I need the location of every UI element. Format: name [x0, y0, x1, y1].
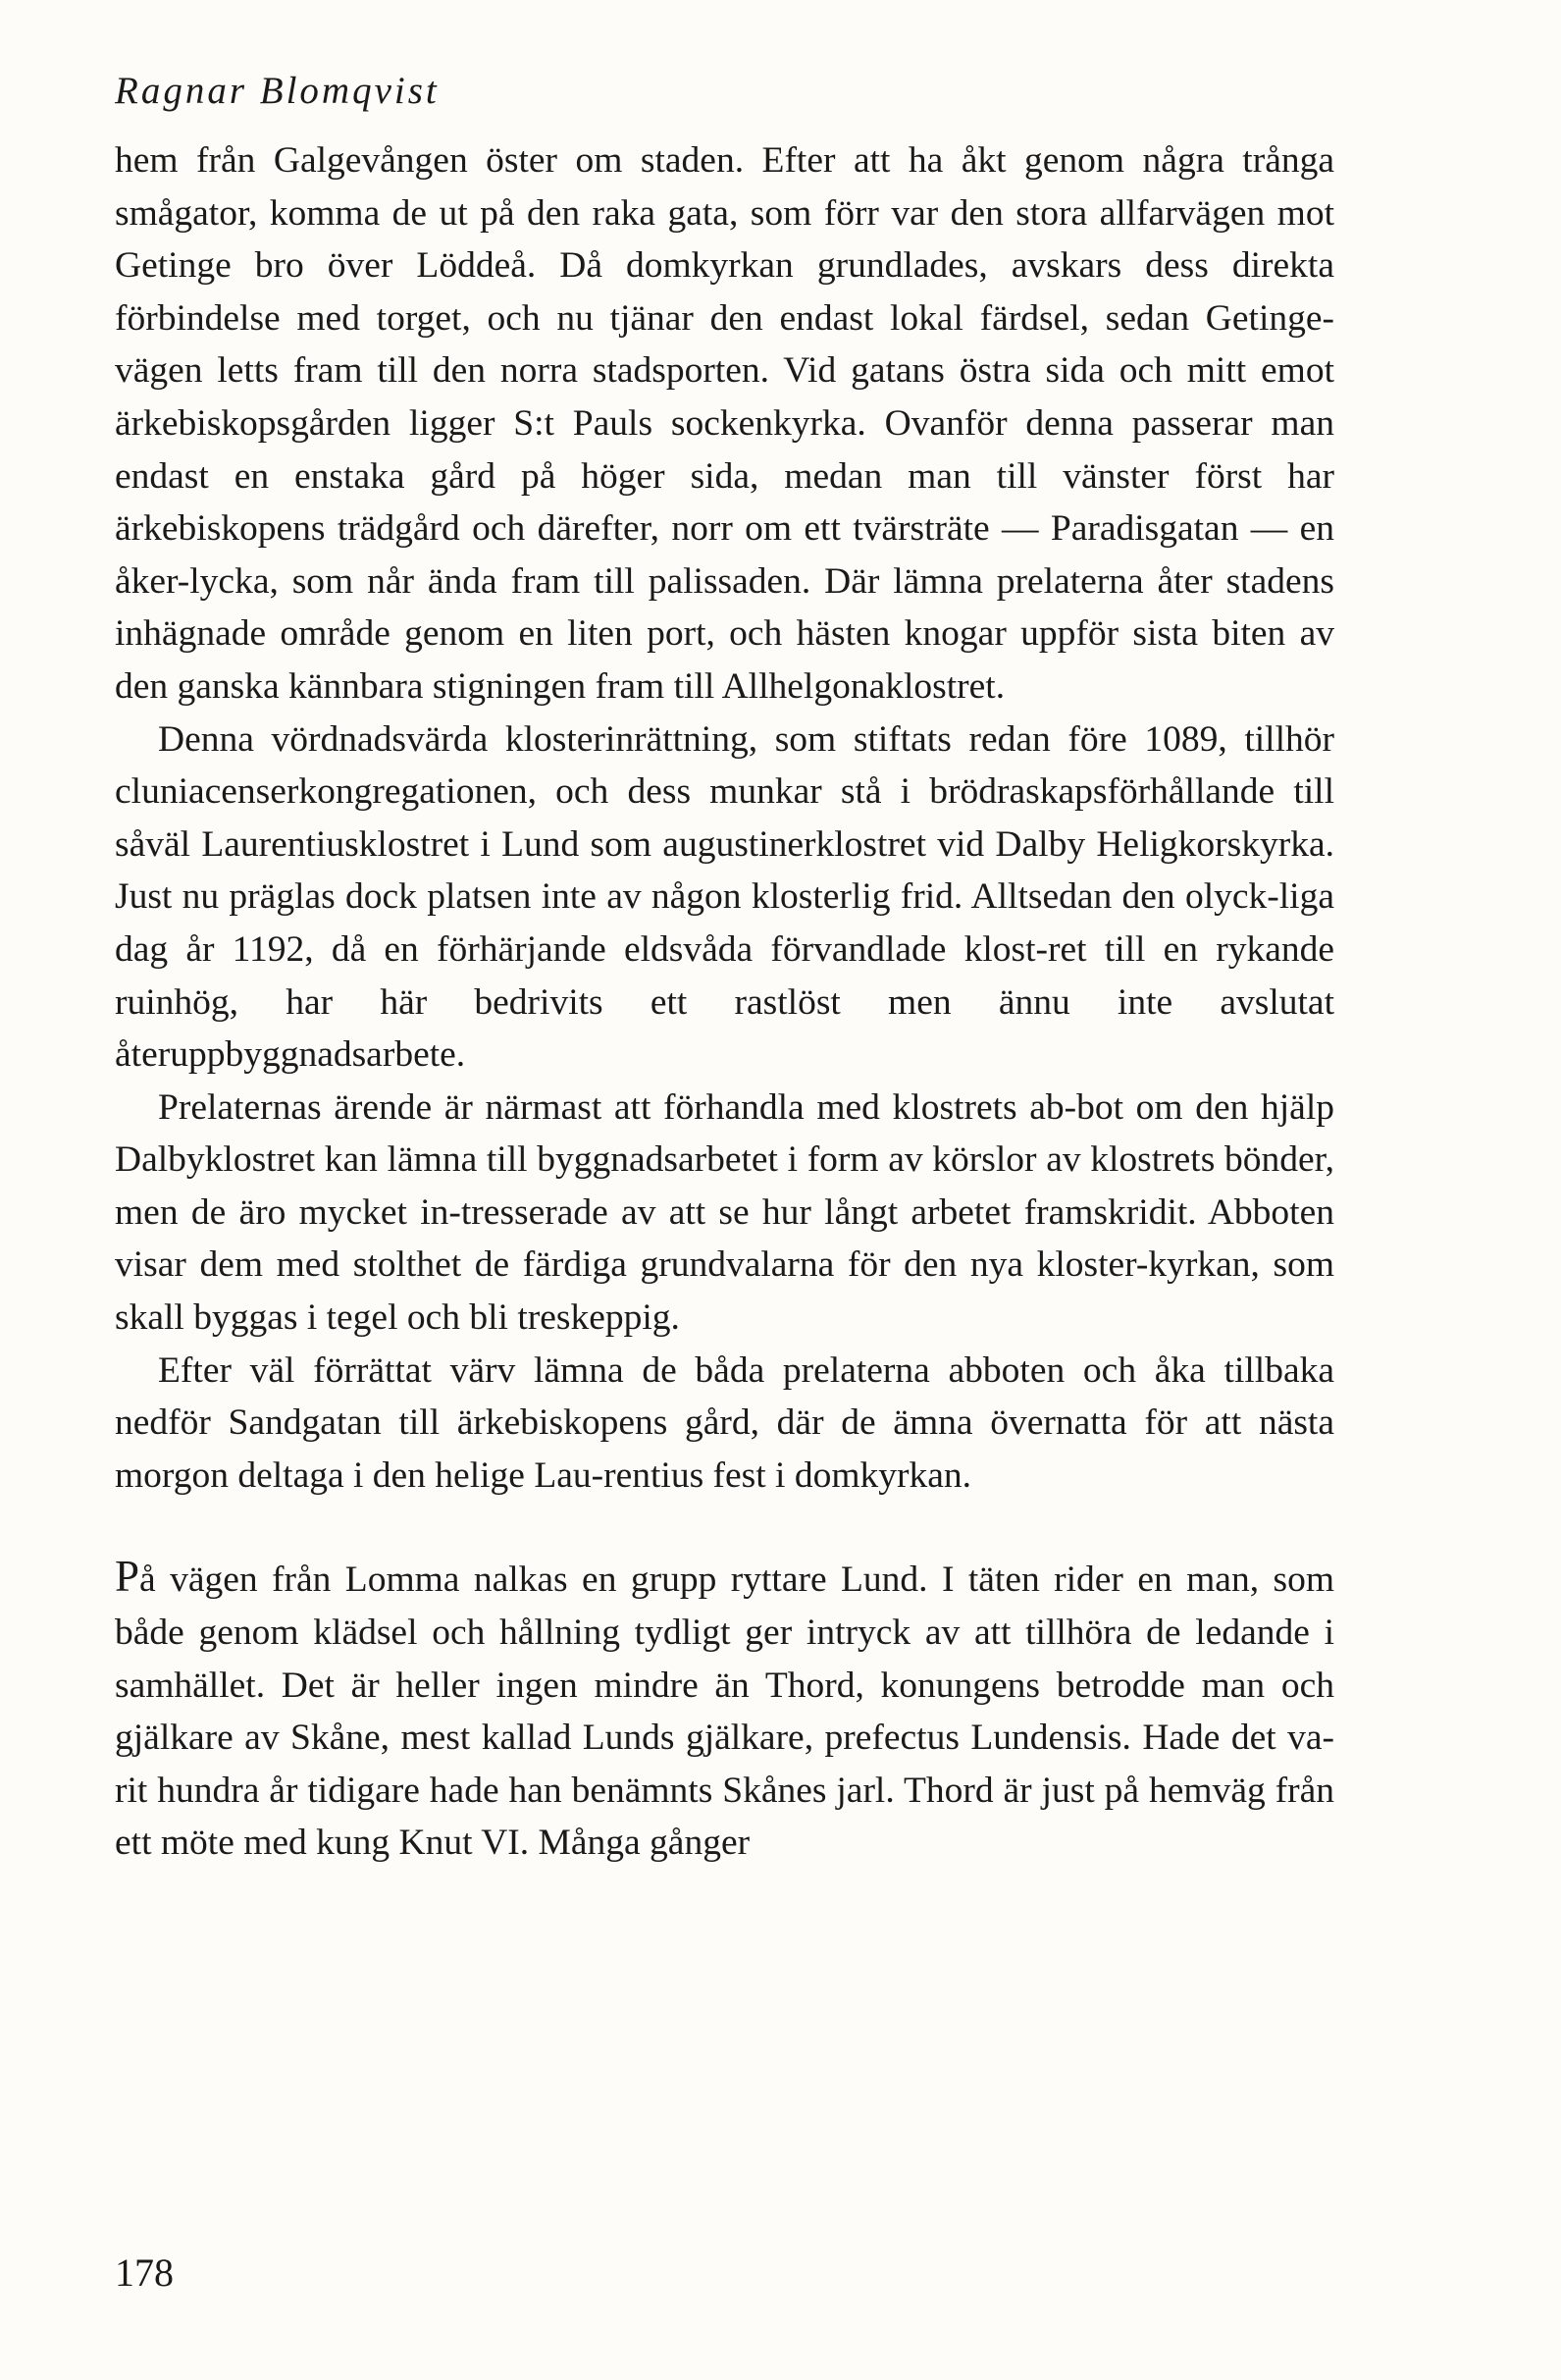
section-initial-letter: P [115, 1552, 140, 1602]
paragraph-4: Efter väl förrättat värv lämna de båda prelaterna abboten och åka tillbaka nedför Sandgatan till ärkebiskopens gård, där de ämna övernatta för att nästa morgon deltaga i den helige Lau-rentius fest i domkyrkan. [115, 1349, 1334, 1496]
body-text [115, 134, 1334, 1870]
section-paragraph-text: å vägen från Lomma nalkas en grupp ryttare Lund. I täten rider en man, som både genom klädsel och hållning tydligt ger intryck av att tillhöra de ledande i samhället. Det är heller ingen mindre än Thord, konungens betrodde man och gjälkare av Skåne, mest kallad Lunds gjälkare, prefectus Lundensis. Hade det va-rit hundra år tidigare hade han benämnts Skånes jarl. Thord är just på hemväg från ett möte med kung Knut VI. Många gånger [115, 1560, 1334, 1864]
paragraph-2: Denna vördnadsvärda klosterinrättning, som stiftats redan före 1089, tillhör cluniacenserkongregationen, och dess munkar stå i brödraskapsförhållande till såväl Laurentiusklostret i Lund som augustinerklostret vid Dalby Heligkorskyrka. Just nu präglas dock platsen inte av någon klosterlig frid. Alltsedan den olyck-liga dag år 1192, då en förhärjande eldsvåda förvandlade klost-ret till en rykande ruinhög, har här bedrivits ett rastlöst men ännu inte avslutat återuppbyggnadsarbete. [115, 718, 1334, 1076]
section-paragraph [115, 1554, 1334, 1870]
section-break [115, 1502, 1334, 1554]
paragraph-1: hem från Galgevången öster om staden. Efter att ha åkt genom några trånga smågator, komma de ut på den raka gata, som förr var den stora allfarvägen mot Getinge bro över Löddeå. Då domkyrkan grundlades, avskars dess direkta förbindelse med torget, och nu tjänar den endast lokal färdsel, sedan Getinge-vägen letts fram till den norra stadsporten. Vid gatans östra sida och mitt emot ärkebiskopsgården ligger S:t Pauls sockenkyrka. Ovanför denna passerar man endast en enstaka gård på höger sida, medan man till vänster först har ärkebiskopens trädgård och därefter, norr om ett tvärsträte — Paradisgatan — en åker-lycka, som når ända fram till palissaden. Där lämna prelaterna åter stadens inhägnade område genom en liten port, och hästen knogar uppför sista biten av den ganska kännbara stigningen fram till Allhelgonaklostret. [115, 140, 1334, 707]
running-header-author: Ragnar Blomqvist [115, 70, 440, 112]
paragraph-3: Prelaternas ärende är närmast att förhandla med klostrets ab-bot om den hjälp Dalbyklostret kan lämna till byggnadsarbetet i form av körslor av klostrets bönder, men de äro mycket in-tresserade av att se hur långt arbetet framskridit. Abboten visar dem med stolthet de färdiga grundvalarna för den nya kloster-kyrkan, som skall byggas i tegel och bli treskeppig. [115, 1086, 1334, 1339]
page-number: 178 [115, 2250, 174, 2295]
